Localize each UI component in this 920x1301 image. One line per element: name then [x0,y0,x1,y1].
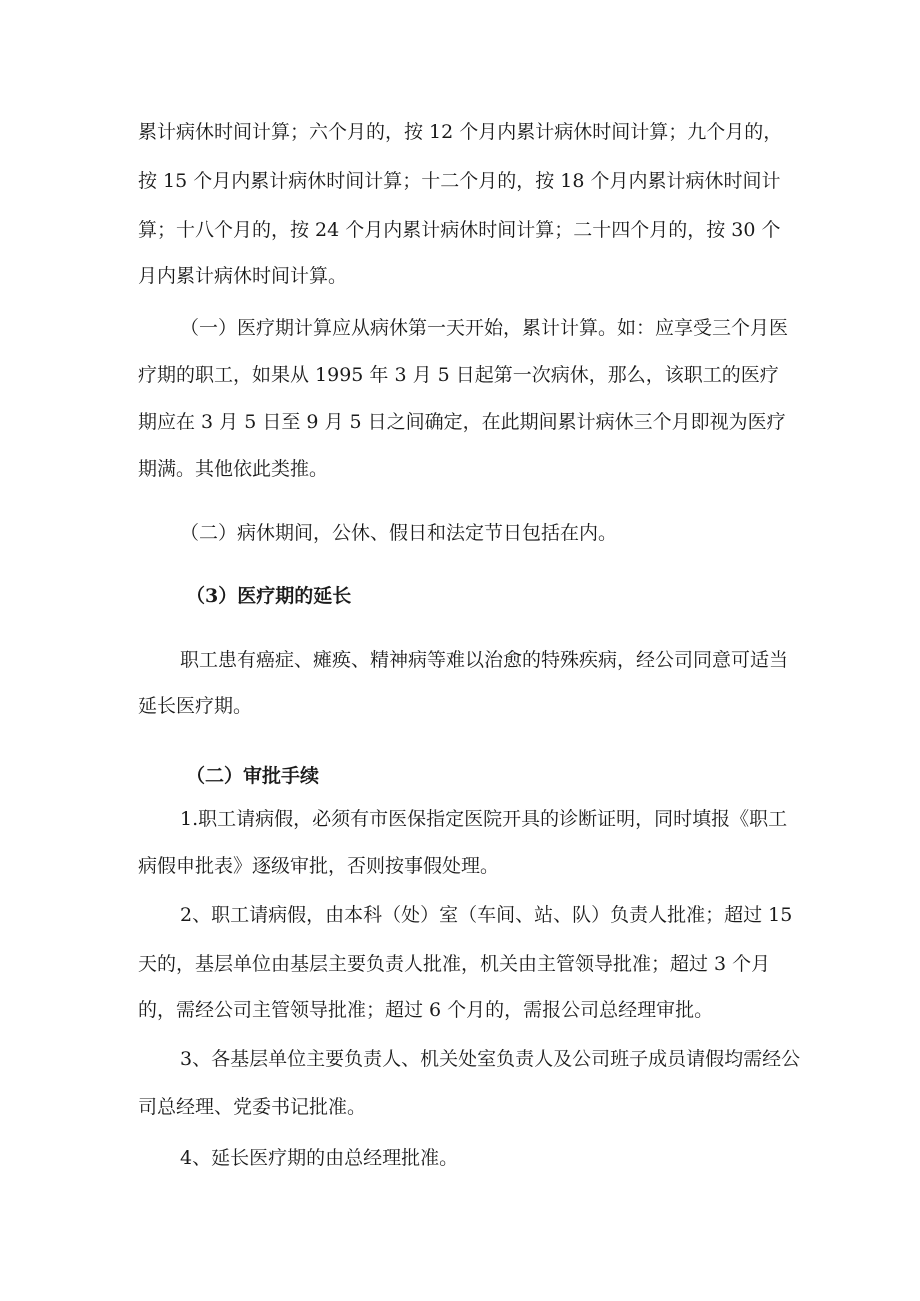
text-line: 延长医疗期。 [138,695,253,717]
text-line: 病假申批表》逐级审批，否则按事假处理。 [138,855,500,877]
text-line: 期满。其他依此类推。 [138,458,329,480]
text-line: 3、各基层单位主要负责人、机关处室负责人及公司班子成员请假均需经公 [180,1048,801,1070]
section-heading-approval: （二）审批手续 [186,765,320,787]
text-line: 疗期的职工，如果从 1995 年 3 月 5 日起第一次病休，那么，该职工的医疗 [138,364,779,386]
text-line: 职工患有癌症、瘫痪、精神病等难以治愈的特殊疾病，经公司同意可适当 [180,649,789,671]
text-line: 4、延长医疗期的由总经理批准。 [180,1147,459,1169]
text-line: 的，需经公司主管领导批准；超过 6 个月的，需报公司总经理审批。 [138,999,714,1021]
text-line: 2、职工请病假，由本科（处）室（车间、站、队）负责人批准；超过 15 [180,904,793,926]
text-line: （一）医疗期计算应从病休第一天开始，累计计算。如：应享受三个月医 [180,317,789,339]
text-line: 1.职工请病假，必须有市医保指定医院开具的诊断证明，同时填报《职工 [180,808,788,830]
text-line: 天的，基层单位由基层主要负责人批准，机关由主管领导批准；超过 3 个月 [138,953,771,975]
text-line: 期应在 3 月 5 日至 9 月 5 日之间确定，在此期间累计病休三个月即视为医疗 [138,411,786,433]
text-line: 累计病休时间计算；六个月的，按 12 个月内累计病休时间计算；九个月的， [138,121,783,143]
text-line: 按 15 个月内累计病休时间计算；十二个月的，按 18 个月内累计病休时间计 [138,170,781,192]
section-heading-extension: （3）医疗期的延长 [186,585,352,607]
text-line: 月内累计病休时间计算。 [138,265,348,287]
text-line: 算；十八个月的，按 24 个月内累计病休时间计算；二十四个月的，按 30 个 [138,219,781,241]
text-line: 司总经理、党委书记批准。 [138,1096,367,1118]
text-line: （二）病休期间，公休、假日和法定节日包括在内。 [180,522,618,544]
